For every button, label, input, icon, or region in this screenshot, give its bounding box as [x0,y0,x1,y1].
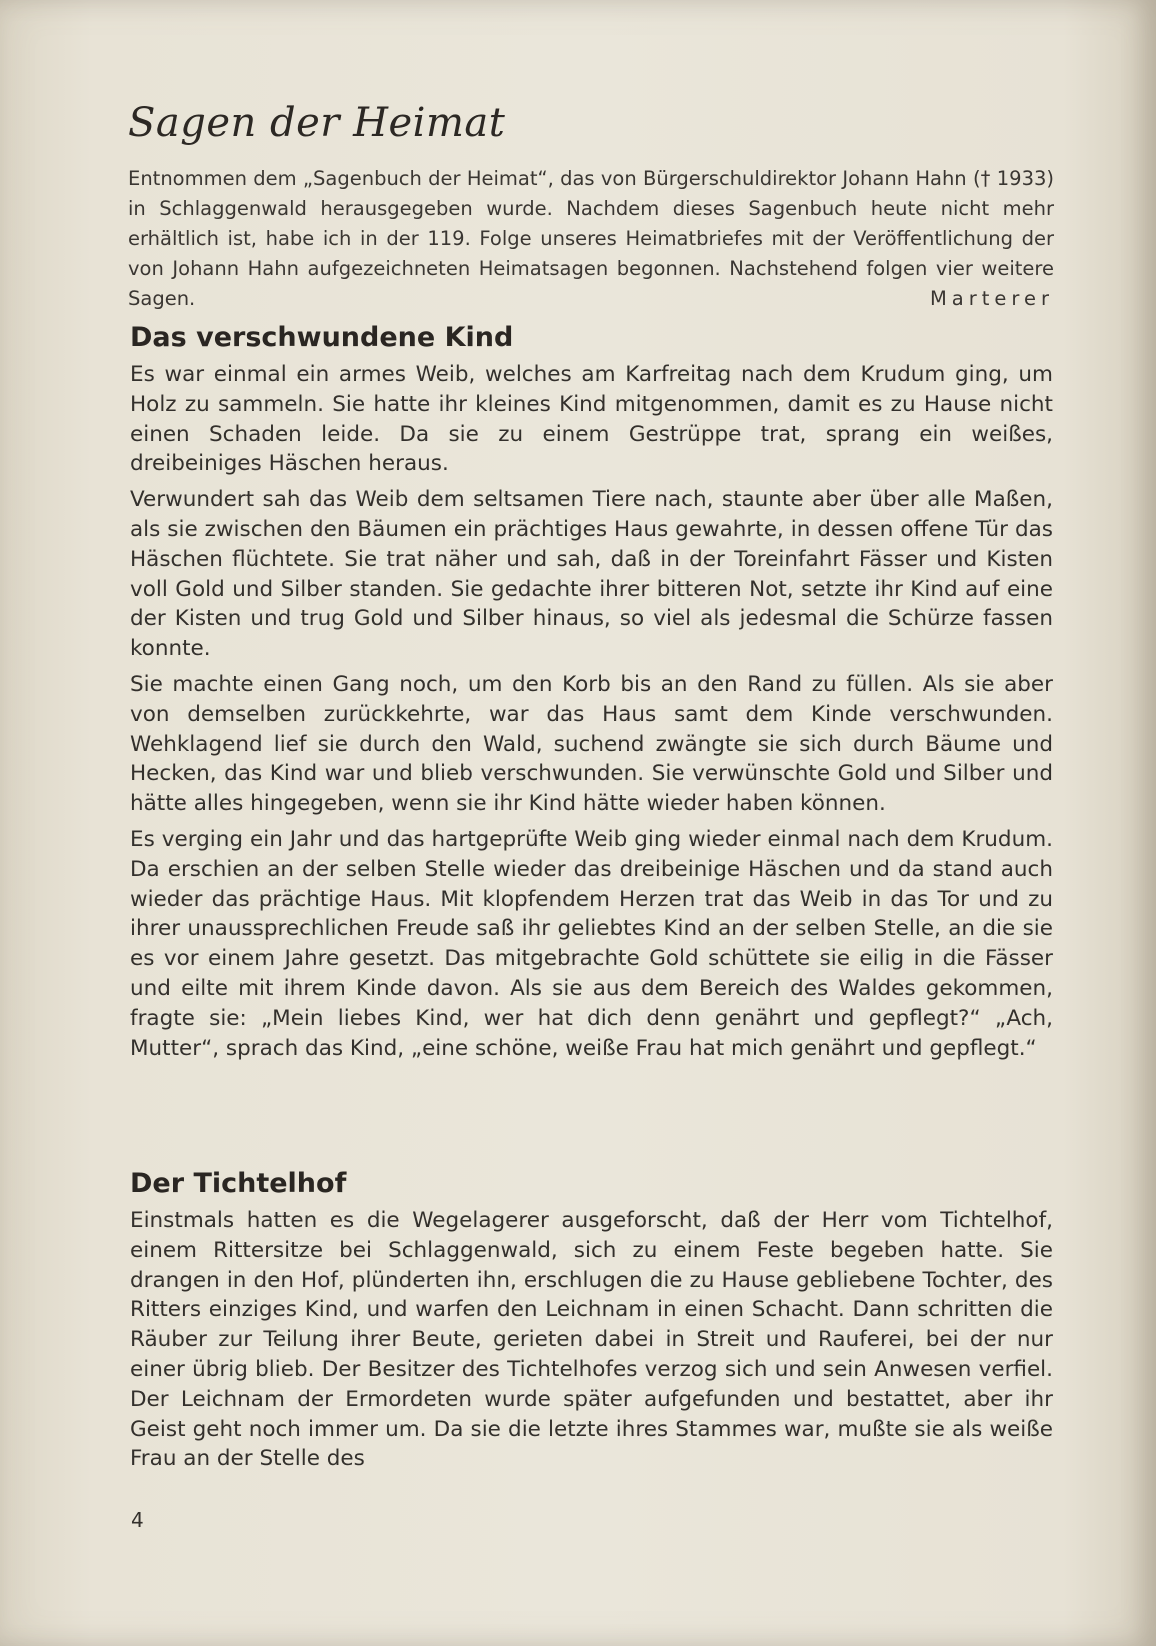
author-name: Marterer [929,287,1054,310]
intro-text: Entnommen dem „Sagenbuch der Heimat“, das von Bürgerschuldirektor Johann Hahn († 1933) in Schlaggenwald herausgegeben wurde. Nachdem dieses Sagenbuch heute nicht mehr erhältlich ist, habe ich in der 119. Folge unseres Heimatbriefes mit der Veröffentlichung der von Johann Hahn aufgezeichneten Heimatsagen begonnen. Nachstehend folgen vier weitere Sagen. [128,167,1054,310]
page-number: 4 [131,1508,144,1532]
story-paragraph: Verwundert sah das Weib dem seltsamen Tiere nach, staunte aber über alle Maßen, als sie zwischen den Bäumen ein prächtiges Haus gewahrte, in dessen offene Tür das Häschen flüchtete. Sie trat näher und sah, daß in der Toreinfahrt Fässer und Kisten voll Gold und Silber standen. Sie gedachte ihrer bitteren Not, setzte ihr Kind auf eine der Kisten und trug Gold und Silber hinaus, so viel als jedesmal die Schürze fassen konnte. [130,487,1053,662]
story-body-das-verschwundene-kind [130,360,1053,1069]
story-body-der-tichtelhof [130,1206,1053,1480]
story-paragraph: Einstmals hatten es die Wegelagerer ausgeforscht, daß der Herr vom Tichtelhof, einem Rittersitze bei Schlaggenwald, sich zu einem Feste begeben hatte. Sie drangen in den Hof, plünderten ihn, erschlugen die zu Hause gebliebene Tochter, des Ritters einziges Kind, und warfen den Leichnam in einen Schacht. Dann schritten die Räuber zur Teilung ihrer Beute, gerieten dabei in Streit und Rauferei, bei der nur einer übrig blieb. Der Besitzer des Tichtelhofes verzog sich und sein Anwesen verfiel. Der Leichnam der Ermordeten wurde später aufgefunden und bestattet, aber ihr Geist geht noch immer um. Da sie die letzte ihres Stammes war, mußte sie als weiße Frau an der Stelle des [130,1208,1053,1472]
story-paragraph: Es verging ein Jahr und das hartgeprüfte Weib ging wieder einmal nach dem Krudum. Da erschien an der selben Stelle wieder das dreibeinige Häschen und da stand auch wieder das prächtige Haus. Mit klopfendem Herzen trat das Weib in das Tor und zu ihrer unaussprechlichen Freude saß ihr geliebtes Kind an der selben Stelle, an die sie es vor einem Jahre gesetzt. Das mitgebrachte Gold schüttete sie eilig in die Fässer und eilte mit ihrem Kinde davon. Als sie aus dem Bereich des Waldes gekommen, fragte sie: „Mein liebes Kind, wer hat dich denn genährt und gepflegt?“ „Ach, Mutter“, sprach das Kind, „eine schöne, weiße Frau hat mich genährt und gepflegt.“ [130,826,1053,1061]
story-paragraph: Sie machte einen Gang noch, um den Korb bis an den Rand zu füllen. Als sie aber von demselben zurückkehrte, war das Haus samt dem Kinde verschwunden. Wehklagend lief sie durch den Wald, suchend zwängte sie sich durch Bäume und Hecken, das Kind war und blieb verschwunden. Sie verwünschte Gold und Silber und hätte alles hingegeben, wenn sie ihr Kind hätte wieder haben können. [130,671,1053,817]
page-title: Sagen der Heimat [128,100,506,146]
story-paragraph: Es war einmal ein armes Weib, welches am Karfreitag nach dem Krudum ging, um Holz zu sammeln. Sie hatte ihr kleines Kind mitgenommen, damit es zu Hause nicht einen Schaden leide. Da sie zu einem Gestrüppe trat, sprang ein weißes, dreibeiniges Häschen heraus. [130,362,1053,477]
story-title-der-tichtelhof: Der Tichtelhof [130,1168,347,1199]
intro-paragraph [128,164,1054,314]
story-title-das-verschwundene-kind: Das verschwundene Kind [130,322,514,353]
